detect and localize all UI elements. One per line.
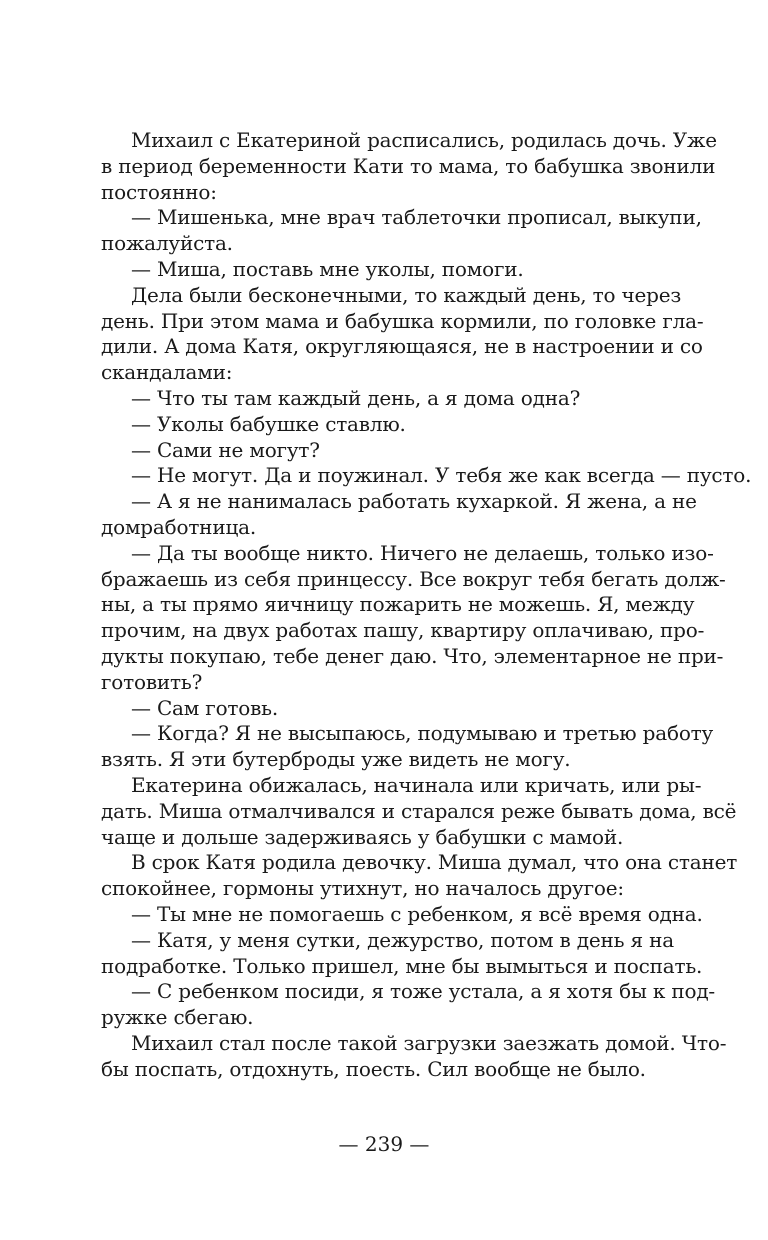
dialogue-line: — Мишенька, мне врач таблеточки прописал, выкупи, — [131, 205, 702, 230]
text-line: В срок Катя родила девочку. Миша думал, что она станет — [131, 850, 738, 875]
text-line: бражаешь из себя принцессу. Все вокруг тебя бегать долж- — [101, 566, 726, 591]
text-line: в период беременности Кати то мама, то бабушка звонили — [101, 153, 716, 178]
dialogue-line: — Миша, поставь мне уколы, помоги. — [131, 256, 524, 281]
text-line: Михаил стал после такой загрузки заезжать домой. Что- — [131, 1030, 727, 1055]
dialogue-line: — Катя, у меня сутки, дежурство, потом в день я на — [131, 927, 674, 952]
text-line: спокойнее, гормоны утихнут, но началось другое: — [101, 876, 624, 901]
dialogue-line: — А я не нанималась работать кухаркой. Я жена, а не — [131, 489, 697, 514]
text-line: Михаил с Екатериной расписались, родилась дочь. Уже — [131, 128, 717, 152]
text-line: взять. Я эти бутерброды уже видеть не могу. — [101, 747, 571, 772]
text-line: Екатерина обижалась, начинала или кричать, или ры- — [131, 772, 702, 797]
text-line: домработница. — [101, 514, 256, 539]
text-line: ны, а ты прямо яичницу пожарить не можешь. Я, между — [101, 592, 695, 617]
dialogue-line: — Сам готовь. — [131, 695, 279, 720]
dialogue-line: — Уколы бабушке ставлю. — [131, 411, 406, 436]
text-line: день. При этом мама и бабушка кормили, по головке гла- — [101, 308, 704, 333]
text-line: дать. Миша отмалчивался и старался реже бывать дома, всё — [101, 798, 737, 823]
text-line: дукты покупаю, тебе денег даю. Что, элементарное не при- — [101, 643, 724, 668]
text-line: пожалуйста. — [101, 231, 233, 256]
body-text — [101, 128, 752, 1082]
dialogue-line: — Когда? Я не высыпаюсь, подумываю и третью работу — [131, 721, 714, 746]
text-line: скандалами: — [101, 360, 233, 385]
dialogue-line: — Сами не могут? — [131, 437, 320, 462]
text-line: прочим, на двух работах пашу, квартиру оплачиваю, про- — [101, 618, 705, 643]
text-line: дили. А дома Катя, округляющаяся, не в настроении и со — [101, 334, 703, 359]
text-line: чаще и дольше задерживаясь у бабушки с мамой. — [101, 824, 624, 849]
text-line: готовить? — [101, 669, 203, 694]
text-line: подработке. Только пришел, мне бы вымыться и поспать. — [101, 953, 703, 978]
dialogue-line: — Да ты вообще никто. Ничего не делаешь, только изо- — [131, 540, 714, 565]
dialogue-line: — Ты мне не помогаешь с ребенком, я всё время одна. — [131, 901, 703, 926]
dialogue-line: — Что ты там каждый день, а я дома одна? — [131, 385, 581, 410]
page-number: — 239 — — [338, 1132, 430, 1156]
dialogue-line: — С ребенком посиди, я тоже устала, а я хотя бы к под- — [131, 979, 715, 1004]
text-line: ружке сбегаю. — [101, 1005, 254, 1030]
text-line: постоянно: — [101, 179, 217, 204]
text-line: Дела были бесконечными, то каждый день, то через — [131, 282, 682, 307]
dialogue-line: — Не могут. Да и поужинал. У тебя же как всегда — пусто. — [131, 463, 752, 488]
text-line: бы поспать, отдохнуть, поесть. Сил вообще не было. — [101, 1056, 646, 1081]
